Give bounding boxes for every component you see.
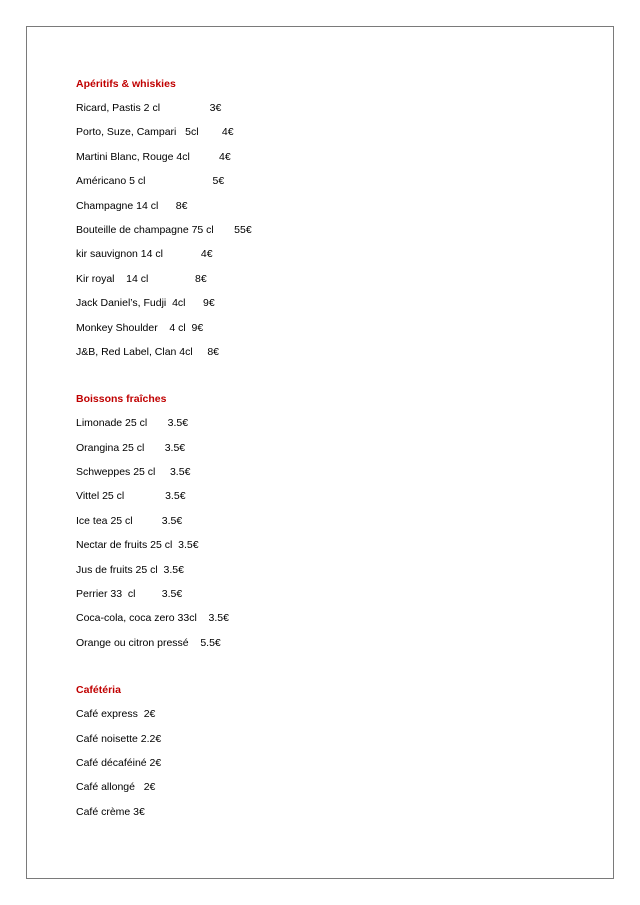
menu-item: Café allongé 2€: [76, 781, 156, 794]
menu-item: Monkey Shoulder 4 cl 9€: [76, 321, 204, 334]
section-aperitifs: [76, 77, 252, 369]
menu-item: J&B, Red Label, Clan 4cl 8€: [76, 345, 219, 358]
menu-item: Kir royal 14 cl 8€: [76, 272, 207, 285]
menu-item: Porto, Suze, Campari 5cl 4€: [76, 126, 234, 139]
menu-item: Bouteille de champagne 75 cl 55€: [76, 223, 252, 236]
menu-item: Orangina 25 cl 3.5€: [76, 441, 186, 454]
section-title: Apéritifs & whiskies: [76, 78, 176, 90]
section-title: Cafétéria: [76, 684, 121, 697]
menu-item: Jack Daniel’s, Fudji 4cl 9€: [76, 297, 215, 310]
menu-item: Américano 5 cl 5€: [76, 175, 225, 188]
menu-item: Orange ou citron pressé 5.5€: [76, 636, 221, 649]
menu-item: Vittel 25 cl 3.5€: [76, 490, 186, 503]
menu-item: Schweppes 25 cl 3.5€: [76, 466, 191, 479]
menu-item: Café décaféiné 2€: [76, 756, 162, 769]
menu-item: Nectar de fruits 25 cl 3.5€: [76, 539, 199, 552]
section-cafeteria: [76, 683, 252, 829]
menu-item: Café express 2€: [76, 708, 156, 721]
menu-item: Ice tea 25 cl 3.5€: [76, 514, 183, 527]
menu-item: Martini Blanc, Rouge 4cl 4€: [76, 150, 231, 163]
menu-item: Café crème 3€: [76, 805, 145, 818]
menu-item: Coca-cola, coca zero 33cl 3.5€: [76, 612, 229, 625]
menu-item: Jus de fruits 25 cl 3.5€: [76, 563, 184, 576]
section-boissons-fraiches: [76, 392, 252, 660]
menu-item: Limonade 25 cl 3.5€: [76, 417, 189, 430]
menu-item: Perrier 33 cl 3.5€: [76, 588, 183, 601]
menu-item: Café noisette 2.2€: [76, 732, 162, 745]
menu-item: kir sauvignon 14 cl 4€: [76, 248, 213, 261]
menu-content: [76, 77, 252, 829]
section-title: Boissons fraîches: [76, 393, 167, 406]
menu-item: Champagne 14 cl 8€: [76, 199, 188, 212]
menu-item: Ricard, Pastis 2 cl 3€: [76, 102, 222, 114]
